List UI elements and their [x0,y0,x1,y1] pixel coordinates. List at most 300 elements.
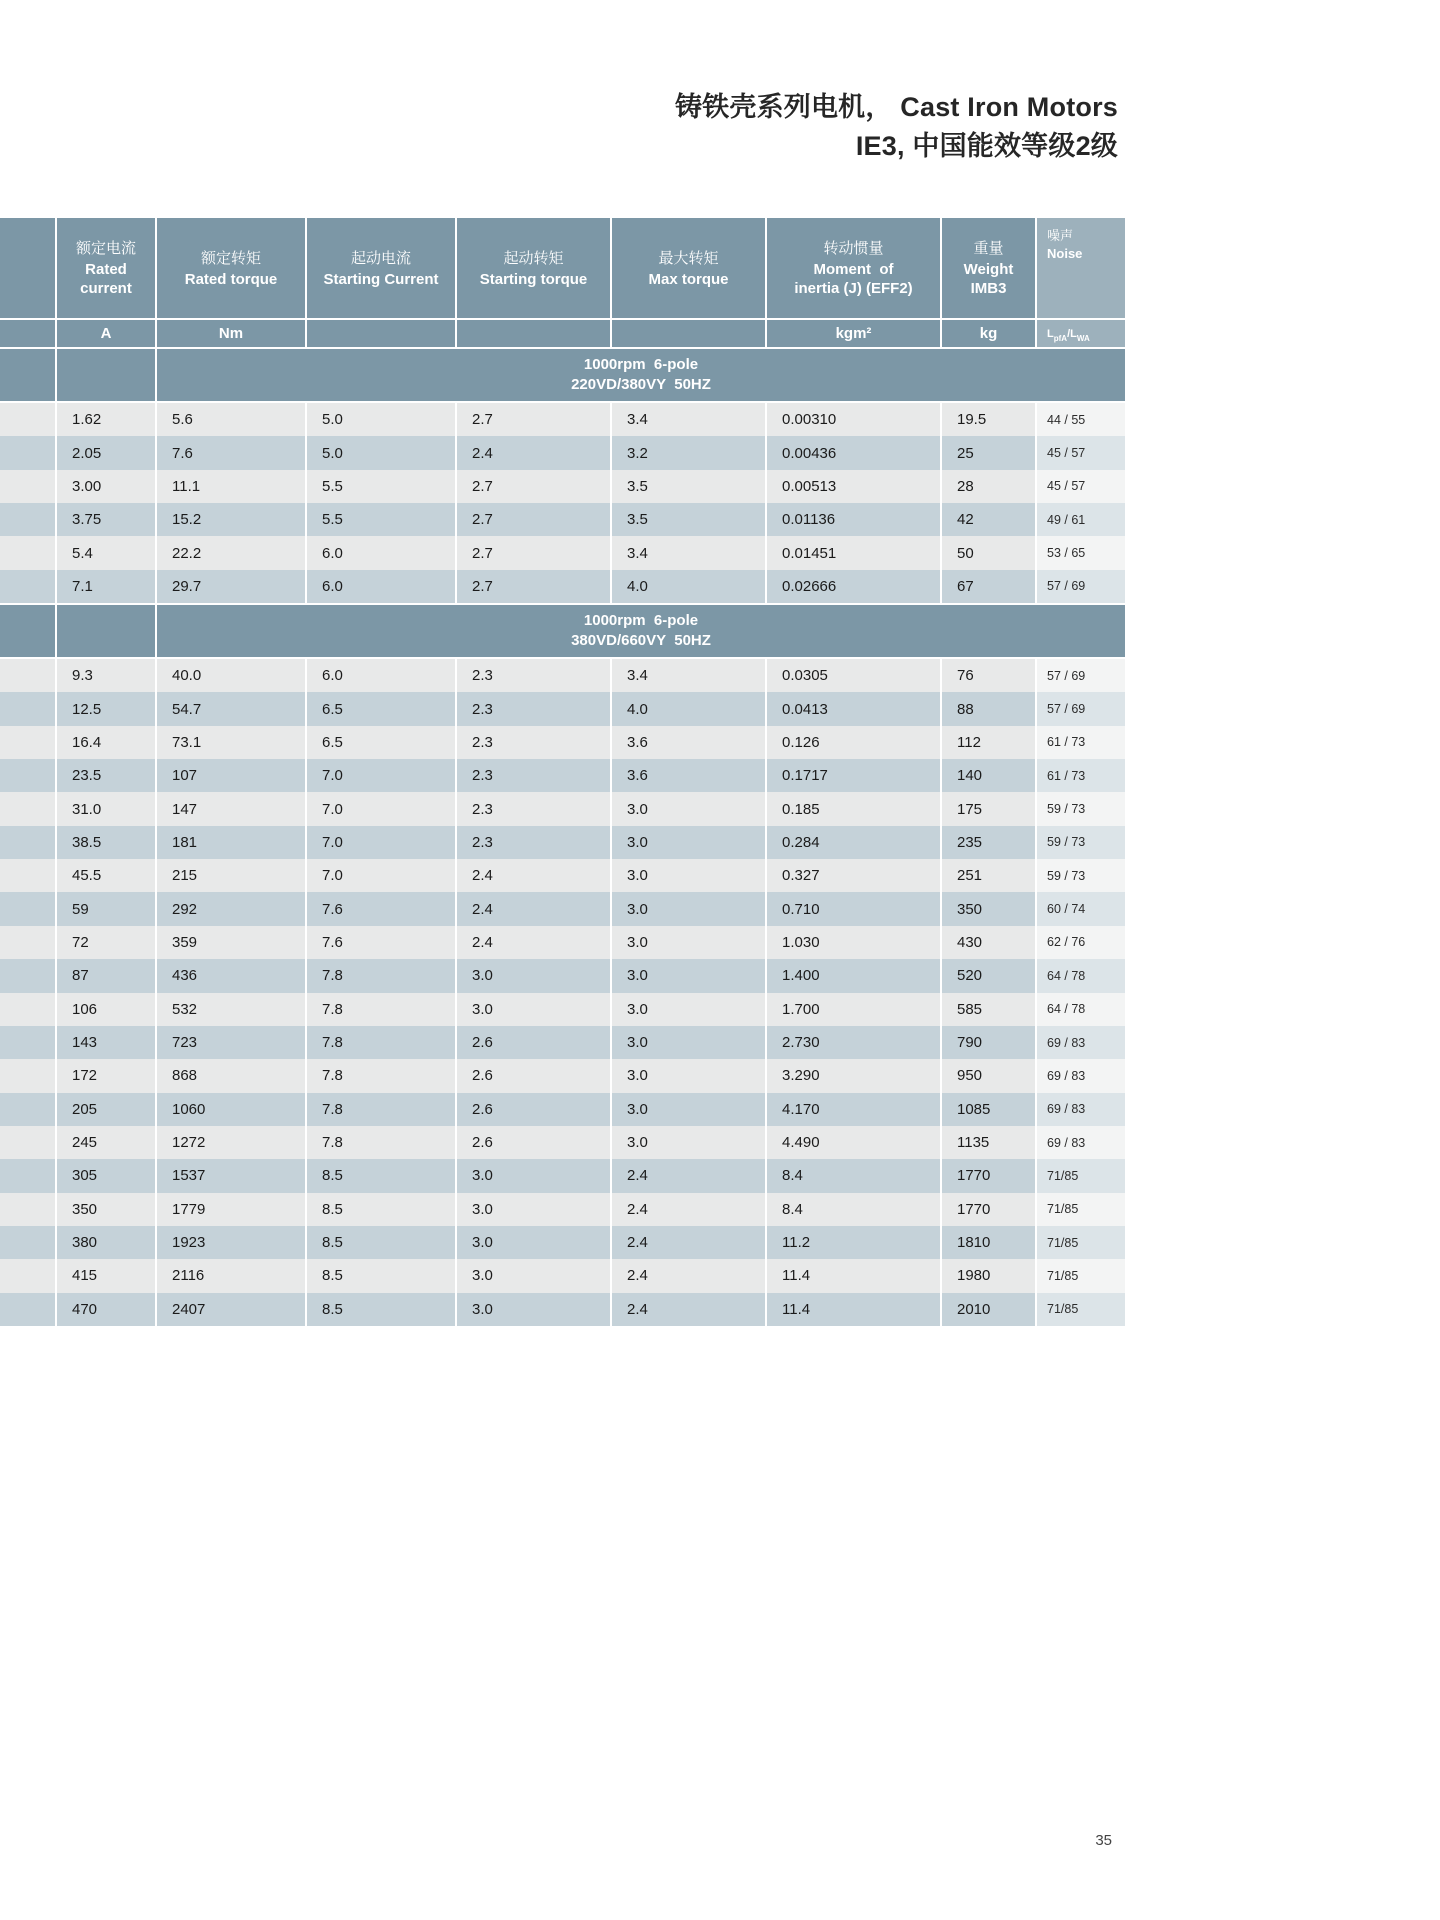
data-cell-moment-of-inertia: 0.0413 [765,692,940,725]
data-cell-rated-torque: 107 [155,759,305,792]
data-cell-starting-current: 7.0 [305,792,455,825]
header-cell-noise [1035,218,1125,318]
data-cell-rated-torque: 29.7 [155,570,305,603]
data-cell-moment-of-inertia: 11.4 [765,1259,940,1292]
data-cell-max-torque: 4.0 [610,570,765,603]
data-cell-noise: 57 / 69 [1035,692,1125,725]
data-row [0,570,1125,603]
data-cell-rated-current: 59 [55,892,155,925]
section-title-line1: 1000rpm 6-pole [583,612,699,630]
data-cell-rated-current: 205 [55,1093,155,1126]
data-cell-rated-torque: 22.2 [155,536,305,569]
data-cell-rated-torque: 1779 [155,1193,305,1226]
motor-table [0,218,1125,1326]
row-spacer-cell [0,1126,55,1159]
data-cell-rated-torque: 292 [155,892,305,925]
unit-cell-starting-current [305,320,455,347]
data-row [0,1193,1125,1226]
data-cell-starting-current: 8.5 [305,1259,455,1292]
data-cell-rated-torque: 5.6 [155,403,305,436]
row-spacer-cell [0,1093,55,1126]
data-cell-max-torque: 3.4 [610,403,765,436]
data-cell-rated-current: 3.75 [55,503,155,536]
data-cell-weight: 251 [940,859,1035,892]
data-cell-noise: 71/85 [1035,1193,1125,1226]
data-row [0,759,1125,792]
data-cell-max-torque: 2.4 [610,1193,765,1226]
data-row [0,436,1125,469]
data-cell-noise: 45 / 57 [1035,470,1125,503]
page-title-line1: 铸铁壳系列电机， Cast Iron Motors [674,92,1118,122]
data-cell-max-torque: 3.0 [610,926,765,959]
data-cell-rated-torque: 1272 [155,1126,305,1159]
row-spacer-cell [0,570,55,603]
data-cell-rated-torque: 532 [155,993,305,1026]
data-cell-starting-torque: 2.7 [455,503,610,536]
data-cell-starting-torque: 2.7 [455,536,610,569]
data-cell-starting-torque: 3.0 [455,993,610,1026]
data-cell-starting-torque: 2.3 [455,792,610,825]
data-cell-noise: 71/85 [1035,1259,1125,1292]
data-cell-noise: 71/85 [1035,1159,1125,1192]
data-cell-max-torque: 3.0 [610,892,765,925]
data-cell-noise: 59 / 73 [1035,826,1125,859]
row-spacer-cell [0,859,55,892]
data-cell-weight: 1770 [940,1159,1035,1192]
data-row [0,859,1125,892]
data-row [0,470,1125,503]
header-label-en: Weight [963,261,1014,278]
data-cell-starting-torque: 2.4 [455,436,610,469]
data-cell-noise: 61 / 73 [1035,726,1125,759]
section-spacer-cell [0,605,55,657]
data-cell-rated-current: 9.3 [55,659,155,692]
row-spacer-cell [0,1226,55,1259]
row-spacer-cell [0,759,55,792]
row-spacer-cell [0,503,55,536]
header-label-zh: 额定转矩 [200,249,261,267]
data-cell-weight: 175 [940,792,1035,825]
data-cell-weight: 1135 [940,1126,1035,1159]
data-row [0,826,1125,859]
header-label-zh: 重量 [973,240,1004,257]
data-cell-noise: 61 / 73 [1035,759,1125,792]
data-cell-rated-torque: 2407 [155,1293,305,1326]
data-cell-rated-current: 106 [55,993,155,1026]
data-cell-weight: 88 [940,692,1035,725]
data-cell-rated-current: 7.1 [55,570,155,603]
data-cell-starting-torque: 2.6 [455,1059,610,1092]
data-cell-moment-of-inertia: 0.00513 [765,470,940,503]
data-cell-moment-of-inertia: 0.710 [765,892,940,925]
data-cell-max-torque: 3.0 [610,1093,765,1126]
row-spacer-cell [0,1026,55,1059]
header-label-zh: 转动惯量 [823,240,884,257]
data-cell-rated-torque: 7.6 [155,436,305,469]
header-label-zh: 起动电流 [350,249,411,267]
data-cell-moment-of-inertia: 0.00310 [765,403,940,436]
header-label-en: inertia (J) (EFF2) [794,280,913,297]
data-cell-starting-torque: 2.3 [455,826,610,859]
section-header-row-1 [0,347,1125,403]
data-cell-starting-current: 6.5 [305,692,455,725]
header-cell-starting-torque [455,218,610,318]
data-row [0,993,1125,1026]
row-spacer-cell [0,1193,55,1226]
header-label-zh: 噪声 [1047,228,1074,243]
data-cell-rated-torque: 436 [155,959,305,992]
data-cell-max-torque: 3.6 [610,759,765,792]
data-cell-starting-current: 5.5 [305,503,455,536]
data-cell-starting-current: 7.8 [305,1093,455,1126]
data-row [0,536,1125,569]
data-cell-noise: 57 / 69 [1035,570,1125,603]
data-cell-moment-of-inertia: 0.126 [765,726,940,759]
row-spacer-cell [0,959,55,992]
header-label-zh: 起动转矩 [503,249,564,267]
data-cell-moment-of-inertia: 0.01136 [765,503,940,536]
data-cell-rated-current: 72 [55,926,155,959]
data-row [0,1226,1125,1259]
table-header-row [0,218,1125,318]
data-cell-rated-current: 470 [55,1293,155,1326]
data-cell-max-torque: 2.4 [610,1226,765,1259]
unit-cell-weight: kg [940,320,1035,347]
data-cell-noise: 44 / 55 [1035,403,1125,436]
row-spacer-cell [0,826,55,859]
data-row [0,726,1125,759]
data-cell-moment-of-inertia: 0.01451 [765,536,940,569]
data-cell-max-torque: 3.0 [610,993,765,1026]
data-cell-rated-current: 38.5 [55,826,155,859]
data-cell-moment-of-inertia: 0.327 [765,859,940,892]
data-cell-weight: 50 [940,536,1035,569]
data-cell-starting-torque: 3.0 [455,1159,610,1192]
data-cell-noise: 64 / 78 [1035,993,1125,1026]
row-spacer-cell [0,436,55,469]
data-cell-weight: 790 [940,1026,1035,1059]
data-cell-rated-torque: 147 [155,792,305,825]
data-cell-rated-torque: 40.0 [155,659,305,692]
data-cell-rated-current: 31.0 [55,792,155,825]
unit-cell-starting-torque [455,320,610,347]
data-cell-max-torque: 3.0 [610,826,765,859]
data-row [0,1293,1125,1326]
data-cell-moment-of-inertia: 11.2 [765,1226,940,1259]
data-cell-noise: 71/85 [1035,1293,1125,1326]
data-cell-starting-current: 6.5 [305,726,455,759]
data-cell-weight: 350 [940,892,1035,925]
data-cell-moment-of-inertia: 11.4 [765,1293,940,1326]
unit-cell-rated-torque: Nm [155,320,305,347]
row-spacer-cell [0,726,55,759]
unit-cell-rated-current: A [55,320,155,347]
header-cell-rated-torque [155,218,305,318]
data-cell-starting-torque: 2.6 [455,1026,610,1059]
data-cell-max-torque: 4.0 [610,692,765,725]
data-cell-moment-of-inertia: 4.490 [765,1126,940,1159]
data-row [0,1093,1125,1126]
section-spacer-cell [55,605,155,657]
data-cell-starting-torque: 3.0 [455,1193,610,1226]
header-label-en: Starting Current [323,270,439,288]
data-cell-rated-torque: 181 [155,826,305,859]
data-row [0,659,1125,692]
data-cell-noise: 59 / 73 [1035,859,1125,892]
header-cell-starting-current [305,218,455,318]
row-spacer-cell [0,792,55,825]
header-spacer-cell [0,218,55,318]
data-cell-rated-torque: 15.2 [155,503,305,536]
header-label-en: Rated torque [184,270,278,288]
data-row [0,792,1125,825]
data-row [0,692,1125,725]
unit-cell-noise [1035,320,1125,347]
data-cell-moment-of-inertia: 8.4 [765,1159,940,1192]
page-title-line2: IE3, 中国能效等级2级 [855,131,1118,161]
data-cell-starting-torque: 2.7 [455,570,610,603]
data-cell-starting-torque: 2.3 [455,726,610,759]
data-cell-max-torque: 2.4 [610,1159,765,1192]
data-cell-moment-of-inertia: 8.4 [765,1193,940,1226]
data-cell-max-torque: 3.2 [610,436,765,469]
data-cell-noise: 53 / 65 [1035,536,1125,569]
table-units-row [0,318,1125,347]
data-cell-noise: 71/85 [1035,1226,1125,1259]
section-title-line1: 1000rpm 6-pole [583,356,699,373]
data-cell-starting-torque: 2.4 [455,892,610,925]
data-row [0,959,1125,992]
data-cell-max-torque: 3.0 [610,1026,765,1059]
section-spacer-cell [55,349,155,401]
data-cell-starting-torque: 2.7 [455,403,610,436]
data-cell-weight: 112 [940,726,1035,759]
data-cell-rated-torque: 1537 [155,1159,305,1192]
data-cell-starting-torque: 3.0 [455,1293,610,1326]
data-cell-rated-current: 45.5 [55,859,155,892]
row-spacer-cell [0,1059,55,1092]
row-spacer-cell [0,692,55,725]
unit-cell-moment-of-inertia: kgm² [765,320,940,347]
data-cell-max-torque: 3.5 [610,470,765,503]
data-cell-noise: 49 / 61 [1035,503,1125,536]
row-spacer-cell [0,1259,55,1292]
data-cell-starting-current: 8.5 [305,1193,455,1226]
data-cell-moment-of-inertia: 3.290 [765,1059,940,1092]
noise-unit-sub: pfA [1053,334,1068,343]
row-spacer-cell [0,1159,55,1192]
header-cell-rated-current [55,218,155,318]
page-title [675,88,1118,166]
data-cell-moment-of-inertia: 0.00436 [765,436,940,469]
data-cell-rated-current: 23.5 [55,759,155,792]
data-cell-rated-current: 1.62 [55,403,155,436]
data-row [0,403,1125,436]
data-cell-noise: 69 / 83 [1035,1126,1125,1159]
header-label-en: Moment of [813,261,894,278]
noise-unit-base: L [1047,327,1054,340]
data-row [0,1059,1125,1092]
data-cell-starting-current: 7.8 [305,959,455,992]
data-cell-weight: 67 [940,570,1035,603]
data-cell-starting-current: 7.0 [305,826,455,859]
data-cell-max-torque: 3.5 [610,503,765,536]
data-row [0,1159,1125,1192]
data-cell-rated-torque: 73.1 [155,726,305,759]
data-cell-moment-of-inertia: 0.284 [765,826,940,859]
data-cell-rated-current: 5.4 [55,536,155,569]
data-cell-weight: 28 [940,470,1035,503]
data-cell-rated-torque: 1060 [155,1093,305,1126]
data-cell-starting-torque: 3.0 [455,1259,610,1292]
row-spacer-cell [0,659,55,692]
data-cell-max-torque: 3.0 [610,859,765,892]
row-spacer-cell [0,926,55,959]
data-cell-moment-of-inertia: 1.400 [765,959,940,992]
data-cell-noise: 45 / 57 [1035,436,1125,469]
data-row [0,1259,1125,1292]
data-cell-starting-current: 6.0 [305,570,455,603]
data-cell-max-torque: 3.6 [610,726,765,759]
data-cell-moment-of-inertia: 4.170 [765,1093,940,1126]
data-cell-rated-current: 87 [55,959,155,992]
data-cell-weight: 76 [940,659,1035,692]
data-cell-rated-torque: 359 [155,926,305,959]
data-cell-starting-current: 7.8 [305,1059,455,1092]
data-cell-noise: 57 / 69 [1035,659,1125,692]
data-cell-starting-current: 8.5 [305,1159,455,1192]
data-cell-starting-current: 8.5 [305,1293,455,1326]
header-cell-max-torque [610,218,765,318]
noise-unit-base: /L [1067,327,1077,340]
data-cell-moment-of-inertia: 0.1717 [765,759,940,792]
data-cell-moment-of-inertia: 1.030 [765,926,940,959]
data-cell-starting-current: 5.0 [305,403,455,436]
data-cell-starting-torque: 2.3 [455,659,610,692]
unit-spacer-cell [0,320,55,347]
data-cell-weight: 520 [940,959,1035,992]
data-cell-weight: 42 [940,503,1035,536]
data-cell-rated-current: 380 [55,1226,155,1259]
data-cell-rated-torque: 1923 [155,1226,305,1259]
data-cell-starting-torque: 3.0 [455,959,610,992]
data-cell-weight: 2010 [940,1293,1035,1326]
data-cell-starting-current: 7.6 [305,926,455,959]
data-cell-starting-current: 6.0 [305,659,455,692]
data-cell-max-torque: 3.4 [610,659,765,692]
data-cell-starting-current: 7.8 [305,993,455,1026]
data-cell-rated-current: 3.00 [55,470,155,503]
data-cell-weight: 950 [940,1059,1035,1092]
page-number: 35 [1095,1832,1112,1849]
data-cell-moment-of-inertia: 0.02666 [765,570,940,603]
data-cell-noise: 59 / 73 [1035,792,1125,825]
data-cell-weight: 235 [940,826,1035,859]
data-cell-starting-current: 6.0 [305,536,455,569]
data-cell-rated-current: 172 [55,1059,155,1092]
data-cell-max-torque: 3.0 [610,959,765,992]
section-header-row-2 [0,603,1125,659]
data-cell-max-torque: 3.0 [610,792,765,825]
data-cell-rated-current: 415 [55,1259,155,1292]
section-spacer-cell [0,349,55,401]
data-cell-rated-current: 350 [55,1193,155,1226]
data-cell-rated-current: 245 [55,1126,155,1159]
data-cell-rated-torque: 11.1 [155,470,305,503]
data-cell-noise: 62 / 76 [1035,926,1125,959]
header-label-en: Starting torque [479,270,588,288]
row-spacer-cell [0,470,55,503]
data-cell-rated-torque: 215 [155,859,305,892]
data-cell-max-torque: 3.0 [610,1059,765,1092]
data-cell-weight: 1810 [940,1226,1035,1259]
section-title-1 [155,349,1125,401]
data-cell-rated-current: 16.4 [55,726,155,759]
data-cell-starting-current: 7.0 [305,859,455,892]
row-spacer-cell [0,892,55,925]
header-cell-moment-of-inertia [765,218,940,318]
data-cell-weight: 25 [940,436,1035,469]
data-cell-rated-torque: 54.7 [155,692,305,725]
data-cell-noise: 64 / 78 [1035,959,1125,992]
data-cell-max-torque: 3.0 [610,1126,765,1159]
data-cell-starting-torque: 3.0 [455,1226,610,1259]
data-row [0,503,1125,536]
data-cell-starting-torque: 2.3 [455,692,610,725]
data-cell-rated-current: 305 [55,1159,155,1192]
row-spacer-cell [0,536,55,569]
data-cell-noise: 69 / 83 [1035,1026,1125,1059]
data-cell-weight: 1770 [940,1193,1035,1226]
data-cell-weight: 1980 [940,1259,1035,1292]
row-spacer-cell [0,1293,55,1326]
data-cell-moment-of-inertia: 1.700 [765,993,940,1026]
data-cell-rated-torque: 723 [155,1026,305,1059]
section-title-line2: 220VD/380VY 50HZ [571,376,711,393]
data-row [0,892,1125,925]
data-cell-starting-torque: 2.3 [455,759,610,792]
data-cell-rated-current: 2.05 [55,436,155,469]
data-row [0,926,1125,959]
data-cell-rated-current: 12.5 [55,692,155,725]
header-label-en: Max torque [648,270,729,288]
row-spacer-cell [0,403,55,436]
data-cell-max-torque: 3.4 [610,536,765,569]
data-cell-moment-of-inertia: 0.0305 [765,659,940,692]
header-label-en: Rated [85,261,127,278]
data-cell-starting-current: 5.0 [305,436,455,469]
data-cell-rated-torque: 868 [155,1059,305,1092]
data-row [0,1026,1125,1059]
data-cell-starting-current: 7.8 [305,1126,455,1159]
data-row [0,1126,1125,1159]
data-cell-weight: 140 [940,759,1035,792]
data-cell-rated-torque: 2116 [155,1259,305,1292]
data-cell-weight: 585 [940,993,1035,1026]
data-cell-starting-current: 7.6 [305,892,455,925]
noise-unit-sub: WA [1076,334,1090,343]
section-title-2 [155,605,1125,657]
data-cell-max-torque: 2.4 [610,1259,765,1292]
data-cell-max-torque: 2.4 [610,1293,765,1326]
data-cell-moment-of-inertia: 0.185 [765,792,940,825]
header-label-en: Noise [1047,246,1083,261]
data-cell-noise: 69 / 83 [1035,1093,1125,1126]
header-label-zh: 额定电流 [75,240,136,257]
data-cell-weight: 19.5 [940,403,1035,436]
data-cell-noise: 69 / 83 [1035,1059,1125,1092]
data-cell-starting-torque: 2.6 [455,1093,610,1126]
